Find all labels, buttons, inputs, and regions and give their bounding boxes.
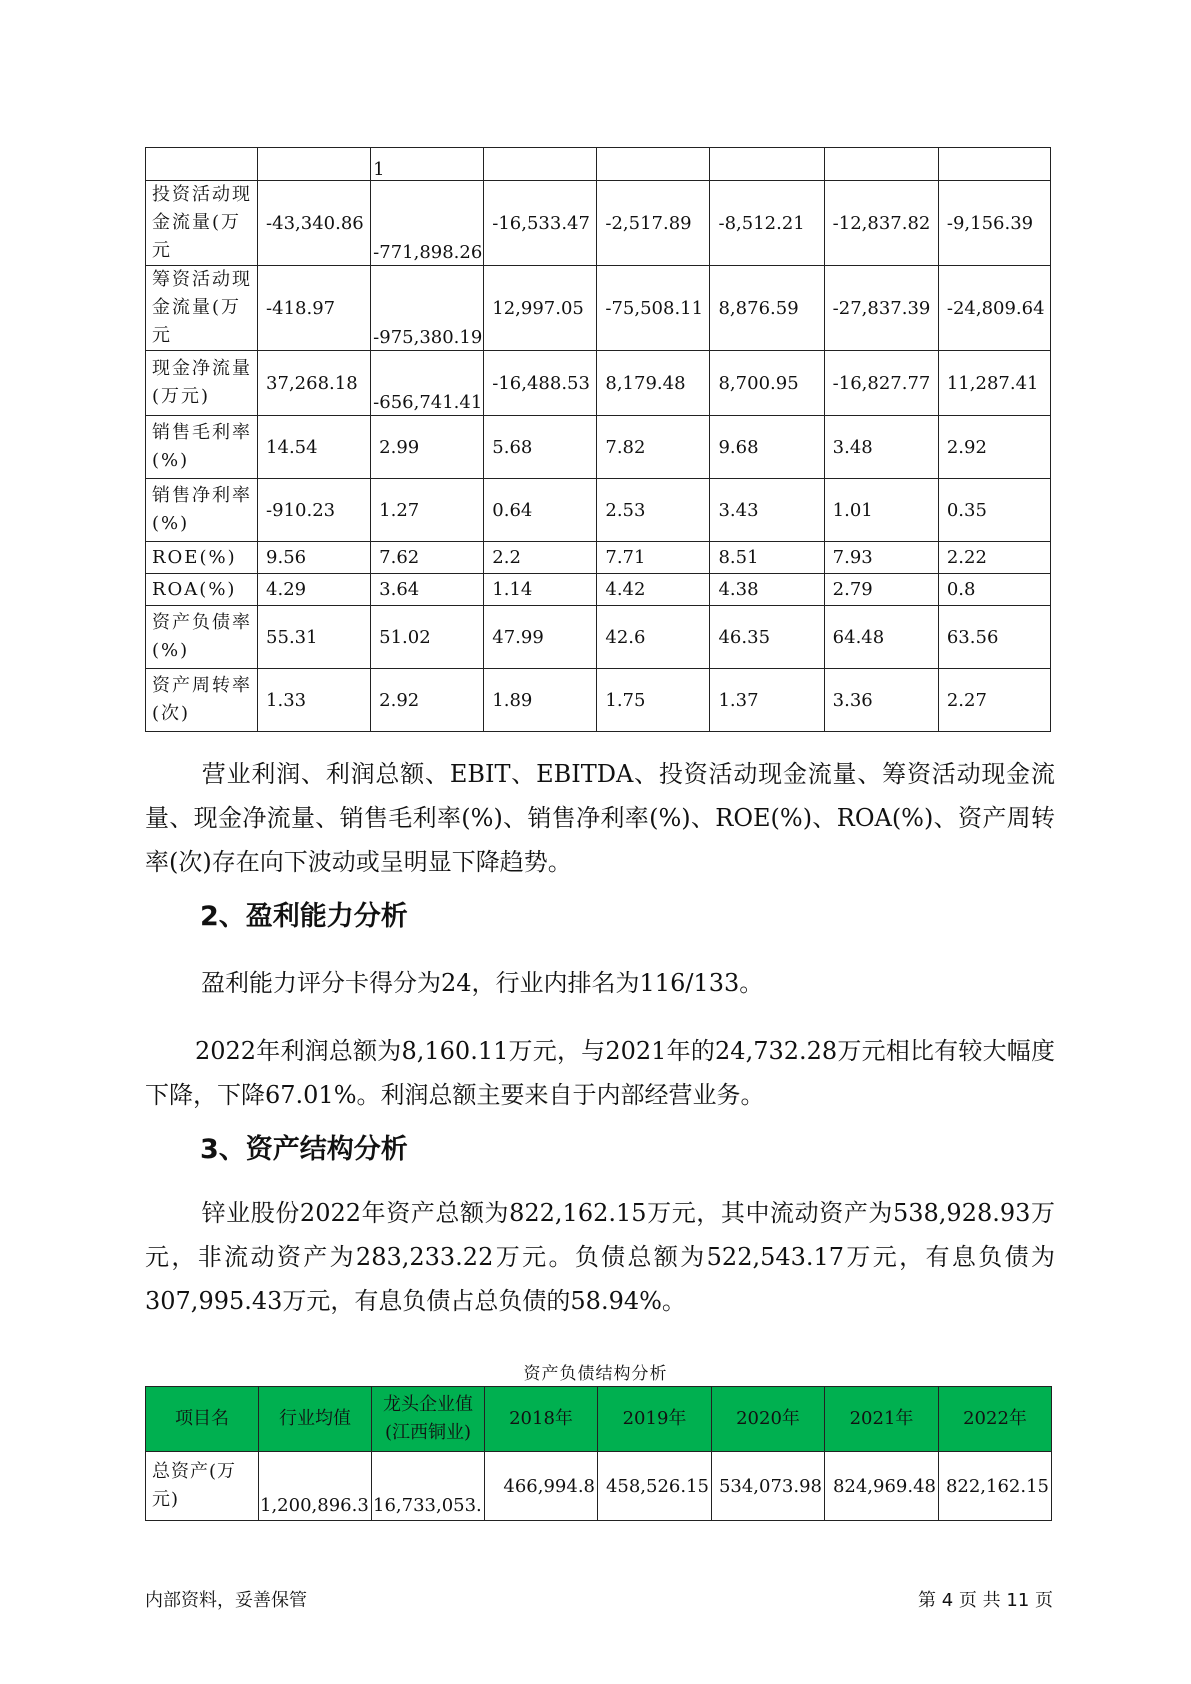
table-cell: 824,969.48	[825, 1452, 939, 1521]
table-cell: -910.23	[258, 479, 371, 542]
table-cell: 5.68	[484, 416, 597, 479]
table-cell: 1.33	[258, 669, 371, 732]
table-cell: 51.02	[371, 606, 484, 669]
table-cell: 1.75	[597, 669, 710, 732]
table-row	[146, 574, 1051, 606]
table-cell: 7.82	[597, 416, 710, 479]
table-cell: -2,517.89	[597, 181, 710, 266]
row-label: ROE(%)	[146, 542, 258, 574]
row-label: ROA(%)	[146, 574, 258, 606]
table-cell: 14.54	[258, 416, 371, 479]
table-cell: -418.97	[258, 266, 371, 351]
table-caption: 资产负债结构分析	[523, 1364, 668, 1384]
table-cell	[484, 148, 597, 181]
table-cell: -975,380.19	[371, 266, 484, 351]
row-label: 资产周转率(次)	[146, 669, 258, 732]
table-cell: 2.22	[938, 542, 1050, 574]
table-row	[146, 416, 1051, 479]
trend-paragraph	[145, 752, 1055, 884]
table-cell: 0.35	[938, 479, 1050, 542]
table-cell: 63.56	[938, 606, 1050, 669]
asset-detail-text: 锌业股份2022年资产总额为822,162.15万元，其中流动资产为538,928.93万元，非流动资产为283,233.22万元。负债总额为522,543.17万元，有息负债为307,995.43万元，有息负债占总负债的58.94%。	[145, 1199, 1055, 1315]
column-header: 龙头企业值(江西铜业)	[372, 1387, 485, 1452]
column-header: 2022年	[939, 1387, 1052, 1452]
asset-detail-paragraph	[145, 1191, 1055, 1323]
row-label: 销售毛利率(%)	[146, 416, 258, 479]
table-row	[146, 542, 1051, 574]
table-cell	[710, 148, 824, 181]
column-header: 2020年	[712, 1387, 825, 1452]
table-cell: 4.38	[710, 574, 824, 606]
table-cell: 2.53	[597, 479, 710, 542]
table-cell: 16,733,053.	[372, 1452, 485, 1521]
profit-score-text: 盈利能力评分卡得分为24，行业内排名为116/133。	[201, 969, 764, 997]
table-cell	[824, 148, 938, 181]
table-cell: 8.51	[710, 542, 824, 574]
table-cell: 9.68	[710, 416, 824, 479]
table-cell: -16,533.47	[484, 181, 597, 266]
table-cell: 12,997.05	[484, 266, 597, 351]
table-cell: 47.99	[484, 606, 597, 669]
table-cell: -16,488.53	[484, 351, 597, 416]
table-cell: 2.2	[484, 542, 597, 574]
table-cell: 11,287.41	[938, 351, 1050, 416]
profit-score-paragraph	[145, 961, 1055, 1005]
table-cell: 3.43	[710, 479, 824, 542]
table-cell: 1	[371, 148, 484, 181]
table-cell: 822,162.15	[939, 1452, 1052, 1521]
table-cell	[597, 148, 710, 181]
footer-page-number: 第 4 页 共 11 页	[918, 1590, 1053, 1611]
footer-confidential-note: 内部资料，妥善保管	[145, 1590, 307, 1611]
table-cell: 8,876.59	[710, 266, 824, 351]
column-header: 2019年	[598, 1387, 712, 1452]
table-cell: 3.64	[371, 574, 484, 606]
table-cell: 3.48	[824, 416, 938, 479]
table-cell: 0.8	[938, 574, 1050, 606]
column-header: 行业均值	[259, 1387, 372, 1452]
table-cell	[146, 148, 258, 181]
table-cell: 458,526.15	[598, 1452, 712, 1521]
table-cell: 46.35	[710, 606, 824, 669]
table-cell: 7.62	[371, 542, 484, 574]
table-cell: 42.6	[597, 606, 710, 669]
column-header: 2021年	[825, 1387, 939, 1452]
table-cell: 0.64	[484, 479, 597, 542]
table-cell: 1.01	[824, 479, 938, 542]
table-cell	[258, 148, 371, 181]
table-cell: 1.27	[371, 479, 484, 542]
table-cell: 7.93	[824, 542, 938, 574]
table-cell: 1.89	[484, 669, 597, 732]
table-cell: 2.79	[824, 574, 938, 606]
table-cell: -656,741.41	[371, 351, 484, 416]
row-label: 总资产(万元)	[146, 1452, 259, 1521]
table-row	[146, 266, 1051, 351]
row-label: 销售净利率(%)	[146, 479, 258, 542]
table-row	[146, 181, 1051, 266]
table-cell: -75,508.11	[597, 266, 710, 351]
table-cell: 4.42	[597, 574, 710, 606]
column-header: 2018年	[485, 1387, 598, 1452]
table-cell: -12,837.82	[824, 181, 938, 266]
asset-liability-table	[145, 1386, 1052, 1521]
row-label: 筹资活动现金流量(万元	[146, 266, 258, 351]
table-cell: -9,156.39	[938, 181, 1050, 266]
table-cell: -771,898.26	[371, 181, 484, 266]
table-cell: -24,809.64	[938, 266, 1050, 351]
row-label: 投资活动现金流量(万元	[146, 181, 258, 266]
table-row	[146, 606, 1051, 669]
table-cell: 37,268.18	[258, 351, 371, 416]
table-cell: 7.71	[597, 542, 710, 574]
table-cell: 3.36	[824, 669, 938, 732]
table-row	[146, 1452, 1052, 1521]
table-cell: 466,994.8	[485, 1452, 598, 1521]
financial-indicators-table	[145, 147, 1051, 732]
table-cell: 1.14	[484, 574, 597, 606]
table-cell: 55.31	[258, 606, 371, 669]
table-row	[146, 479, 1051, 542]
table-cell: 534,073.98	[712, 1452, 825, 1521]
section-heading-profitability: 2、盈利能力分析	[200, 901, 408, 932]
table-cell: 4.29	[258, 574, 371, 606]
table-cell: 9.56	[258, 542, 371, 574]
table-cell: -27,837.39	[824, 266, 938, 351]
table-row	[146, 148, 1051, 181]
row-label: 资产负债率(%)	[146, 606, 258, 669]
table-cell: -8,512.21	[710, 181, 824, 266]
column-header: 项目名	[146, 1387, 259, 1452]
table-cell: 2.92	[938, 416, 1050, 479]
table-cell	[938, 148, 1050, 181]
row-label: 现金净流量(万元)	[146, 351, 258, 416]
table-cell: 2.27	[938, 669, 1050, 732]
profit-detail-paragraph	[145, 1029, 1055, 1117]
table-cell: 8,179.48	[597, 351, 710, 416]
trend-text: 营业利润、利润总额、EBIT、EBITDA、投资活动现金流量、筹资活动现金流量、现金净流量、销售毛利率(%)、销售净利率(%)、ROE(%)、ROA(%)、资产周转率(次)存在向下波动或呈明显下降趋势。	[145, 760, 1055, 876]
section-heading-asset-structure: 3、资产结构分析	[200, 1134, 408, 1165]
profit-detail-text: 2022年利润总额为8,160.11万元，与2021年的24,732.28万元相比有较大幅度下降，下降67.01%。利润总额主要来自于内部经营业务。	[145, 1037, 1055, 1109]
table-cell: 1,200,896.3	[259, 1452, 372, 1521]
table-cell: -16,827.77	[824, 351, 938, 416]
table-cell: 2.92	[371, 669, 484, 732]
table-cell: 64.48	[824, 606, 938, 669]
table-cell: -43,340.86	[258, 181, 371, 266]
table-cell: 2.99	[371, 416, 484, 479]
table-row	[146, 351, 1051, 416]
table-cell: 1.37	[710, 669, 824, 732]
table-header-row	[146, 1387, 1052, 1452]
table-cell: 8,700.95	[710, 351, 824, 416]
table-row	[146, 669, 1051, 732]
